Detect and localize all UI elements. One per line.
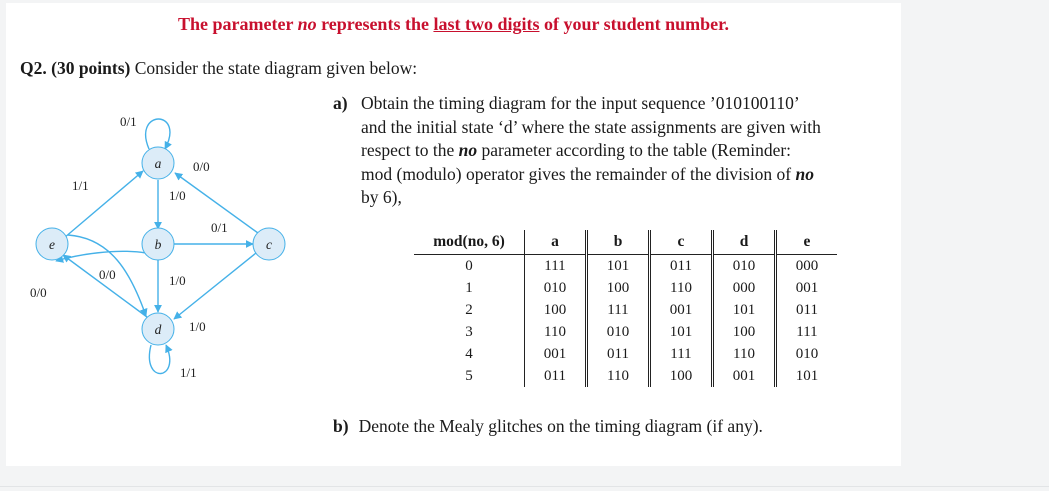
part-a-text <box>361 92 896 210</box>
state-diagram <box>6 83 326 393</box>
table-cell: 4 <box>414 343 525 365</box>
table-cell: 011 <box>796 302 818 318</box>
table-cell: 100 <box>713 321 776 343</box>
table-cell: 011 <box>650 255 713 278</box>
header-notice <box>6 14 901 35</box>
table-cell: 3 <box>414 321 525 343</box>
table-row <box>414 365 837 387</box>
header-param: no <box>297 14 317 34</box>
edge-a-self <box>146 119 170 149</box>
table-cell: 101 <box>713 299 776 321</box>
label-e-to-d: 0/0 <box>99 267 116 282</box>
table-cell: 110 <box>713 343 776 365</box>
part-a-line-1: Obtain the timing diagram for the input sequence ’010100110’ <box>361 93 800 113</box>
table-cell: 001 <box>525 343 587 365</box>
table-row <box>414 343 837 365</box>
table-cell: 111 <box>525 255 587 278</box>
table-cell: 010 <box>795 346 819 362</box>
table-cell: 010 <box>587 321 650 343</box>
part-a-line-5: by 6), <box>361 187 402 207</box>
table-cell: 101 <box>587 255 650 278</box>
table-header: c <box>650 230 713 255</box>
table-cell: 100 <box>525 299 587 321</box>
label-d-self: 1/1 <box>180 365 197 380</box>
state-assignment-table <box>414 230 837 387</box>
table-cell: 111 <box>650 343 713 365</box>
table-cell: 101 <box>795 368 819 384</box>
edge-c-to-d <box>174 253 256 319</box>
label-e-to-a: 1/1 <box>72 178 89 193</box>
table-row <box>414 255 837 278</box>
table-cell: 011 <box>587 343 650 365</box>
table-cell: 010 <box>713 255 776 278</box>
header-prefix: The parameter <box>177 14 298 34</box>
table-cell: 010 <box>525 277 587 299</box>
part-b-label: b) <box>333 416 349 436</box>
table-cell: 100 <box>650 365 713 387</box>
table-cell: 100 <box>587 277 650 299</box>
table-header: e <box>776 230 838 255</box>
part-a-label: a) <box>333 93 348 113</box>
question-text: Consider the state diagram given below: <box>130 58 418 78</box>
state-c-label: c <box>266 237 272 252</box>
table-row <box>414 321 837 343</box>
table-cell: 001 <box>650 299 713 321</box>
table-cell: 101 <box>650 321 713 343</box>
document-page <box>6 3 901 466</box>
part-b-text: Denote the Mealy glitches on the timing diagram (if any). <box>358 416 763 436</box>
label-b-to-c: 0/1 <box>211 220 228 235</box>
label-e-self: 0/0 <box>30 285 47 300</box>
table-cell: 011 <box>525 365 587 387</box>
header-suffix: of your student number. <box>539 14 730 34</box>
label-a-self: 0/1 <box>120 114 137 129</box>
table-row <box>414 277 837 299</box>
label-c-to-d: 1/0 <box>189 319 206 334</box>
table-header: d <box>713 230 776 255</box>
part-a-line-4: mod (modulo) operator gives the remainder of the division of no <box>361 163 814 184</box>
state-b-label: b <box>154 237 162 252</box>
question-number: Q2. (30 points) <box>20 58 131 78</box>
table-header: b <box>587 230 650 255</box>
bottom-divider <box>0 486 1049 487</box>
table-cell: 2 <box>414 299 525 321</box>
table-cell: 110 <box>650 277 713 299</box>
part-b <box>333 416 763 437</box>
table-cell: 000 <box>795 258 819 274</box>
state-a-label: a <box>154 156 162 171</box>
table-cell: 111 <box>796 324 818 340</box>
table-header-row <box>414 230 837 255</box>
question-line <box>20 58 417 79</box>
table-cell: 110 <box>525 321 587 343</box>
state-e-label: e <box>49 237 55 252</box>
edge-d-self <box>149 345 169 374</box>
label-c-to-a: 0/0 <box>193 159 210 174</box>
table-cell: 0 <box>414 255 525 278</box>
table-cell: 111 <box>587 299 650 321</box>
table-cell: 110 <box>587 365 650 387</box>
part-a-line-2: and the initial state ‘d’ where the state assignments are given with <box>361 116 821 137</box>
table-header: mod(no, 6) <box>414 230 525 255</box>
table-cell: 5 <box>414 365 525 387</box>
label-a-to-b: 1/0 <box>169 188 186 203</box>
table-cell: 001 <box>795 280 819 296</box>
part-a-line-3: respect to the no parameter according to the table (Reminder: <box>361 140 792 160</box>
state-d-label: d <box>154 322 162 337</box>
label-b-to-d: 1/0 <box>169 273 186 288</box>
header-emphasis: last two digits <box>433 14 540 34</box>
table-row <box>414 299 837 321</box>
table-cell: 1 <box>414 277 525 299</box>
table-header: a <box>525 230 587 255</box>
table-cell: 001 <box>713 365 776 387</box>
header-middle: represents the <box>316 14 434 34</box>
table-cell: 000 <box>713 277 776 299</box>
